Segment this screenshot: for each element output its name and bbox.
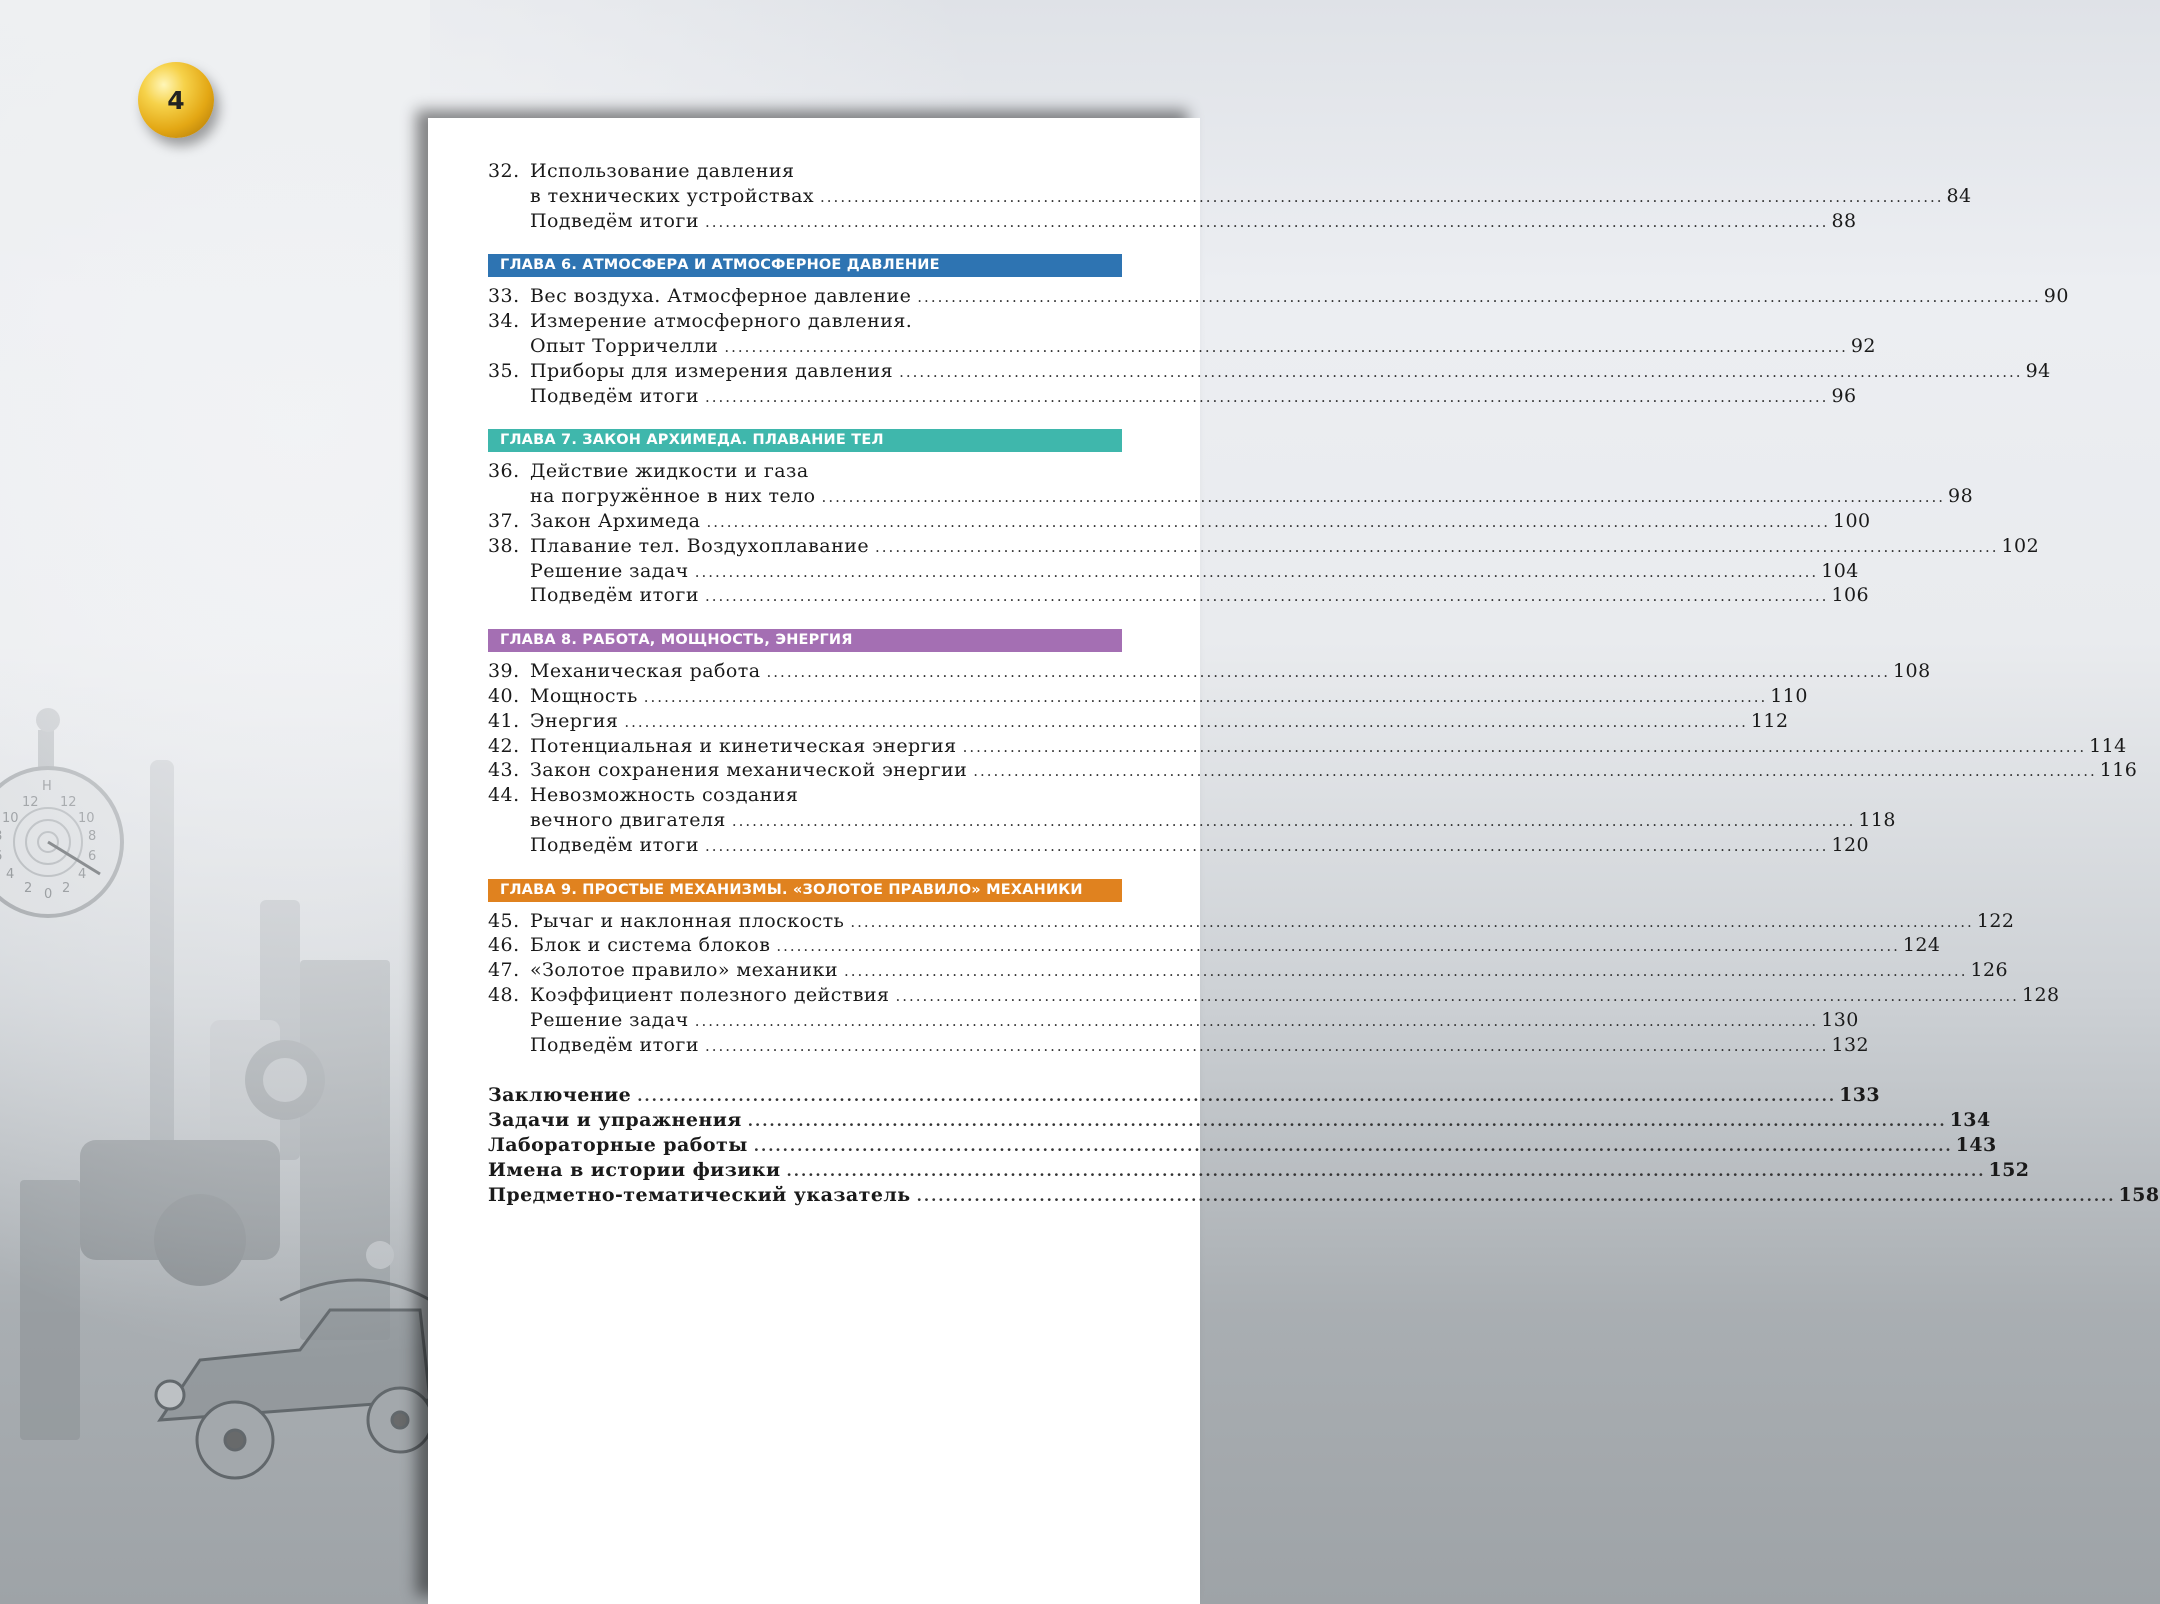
dot-leader <box>963 738 2087 756</box>
entry-title: Использование давления <box>530 160 795 182</box>
entry-page-number: 120 <box>1831 833 1870 856</box>
toc-entry[interactable] <box>488 384 1857 410</box>
dot-leader <box>706 513 1830 531</box>
dot-leader <box>917 1187 2116 1205</box>
entry-title: Плавание тел. Воздухоплавание <box>530 534 870 557</box>
entry-page-number: 124 <box>1902 934 1941 957</box>
dot-leader <box>917 288 2041 306</box>
entry-title: Невозможность создания <box>530 784 799 807</box>
entry-page-number: 84 <box>1946 184 1972 207</box>
dot-leader <box>624 713 1748 731</box>
entry-title: Подведём итоги <box>530 384 699 407</box>
dot-leader <box>705 388 1829 406</box>
toc-entry[interactable] <box>488 184 1972 210</box>
toc-entry[interactable] <box>488 310 1120 335</box>
entry-number: 36. <box>488 460 520 483</box>
entry-title: Подведём итоги <box>530 1033 699 1056</box>
toc-entry[interactable] <box>488 1084 1881 1109</box>
dot-leader <box>705 837 1829 855</box>
entry-title: Измерение атмосферного давления. <box>530 310 913 333</box>
toc-entry[interactable] <box>488 1183 2160 1209</box>
entry-page-number: 98 <box>1948 485 1974 508</box>
dot-leader <box>732 812 1856 830</box>
spacer <box>488 1058 1120 1084</box>
toc-entry[interactable] <box>488 1008 1859 1034</box>
entry-title: Задачи и упражнения <box>488 1109 742 1132</box>
entry-title: Энергия <box>530 709 619 732</box>
entry-title: Предметно-тематический указатель <box>488 1183 911 1206</box>
entry-title: Лабораторные работы <box>488 1133 748 1156</box>
toc-entry[interactable] <box>488 983 2060 1009</box>
entry-number: 39. <box>488 660 520 683</box>
dot-leader <box>850 913 1974 931</box>
entry-page-number: 158 <box>2118 1183 2160 1206</box>
entry-number: 42. <box>488 734 520 757</box>
dot-leader <box>637 1087 1836 1105</box>
entry-page-number: 94 <box>2025 359 2051 382</box>
dot-leader <box>705 587 1829 605</box>
toc-entry[interactable] <box>488 509 1871 535</box>
entry-title: вечного двигателя <box>530 808 726 831</box>
toc-entry[interactable] <box>488 808 1896 834</box>
entry-title: Подведём итоги <box>530 209 699 232</box>
entry-page-number: 88 <box>1831 209 1857 232</box>
entry-page-number: 102 <box>2001 534 2040 557</box>
dot-leader <box>822 488 1946 506</box>
toc-entry[interactable] <box>488 584 1870 609</box>
toc-entry[interactable] <box>488 1133 1997 1159</box>
entry-number: 32. <box>488 160 520 182</box>
toc-entry[interactable] <box>488 485 1974 510</box>
entry-number: 44. <box>488 784 520 807</box>
entry-number: 46. <box>488 934 520 957</box>
entry-page-number: 118 <box>1858 808 1896 831</box>
entry-page-number: 92 <box>1850 334 1876 357</box>
toc-entry[interactable] <box>488 334 1876 360</box>
dot-leader <box>748 1112 1947 1130</box>
entry-number: 33. <box>488 285 520 308</box>
chapter-heading[interactable]: ГЛАВА 6. АТМОСФЕРА И АТМОСФЕРНОЕ ДАВЛЕНИЕ <box>488 254 1122 277</box>
entry-title: Приборы для измерения давления <box>530 359 894 382</box>
table-of-contents <box>488 160 2160 1208</box>
dot-leader <box>705 1037 1829 1055</box>
entry-number: 38. <box>488 534 520 557</box>
entry-title: на погружённое в них тело <box>530 485 816 508</box>
dot-leader <box>695 563 1819 581</box>
toc-entry[interactable] <box>488 909 2015 935</box>
toc-entry[interactable] <box>488 709 1789 735</box>
entry-title: Блок и система блоков <box>530 934 771 957</box>
dot-leader <box>767 663 1891 681</box>
toc-entry[interactable] <box>488 784 1120 809</box>
entry-page-number: 134 <box>1949 1109 1991 1132</box>
chapter-heading[interactable]: ГЛАВА 7. ЗАКОН АРХИМЕДА. ПЛАВАНИЕ ТЕЛ <box>488 429 1122 452</box>
entry-title: Рычаг и наклонная плоскость <box>530 909 845 932</box>
entry-title: Решение задач <box>530 1008 689 1031</box>
entry-page-number: 152 <box>1988 1158 2030 1181</box>
entry-number: 45. <box>488 909 520 932</box>
chapter-heading[interactable]: ГЛАВА 9. ПРОСТЫЕ МЕХАНИЗМЫ. «ЗОЛОТОЕ ПРАВИЛО» МЕХАНИКИ <box>488 879 1122 902</box>
toc-entry[interactable] <box>488 559 1859 585</box>
dot-leader <box>644 688 1768 706</box>
page-number: 4 <box>167 85 185 115</box>
dot-leader <box>776 937 1900 955</box>
entry-page-number: 100 <box>1832 509 1871 532</box>
entry-page-number: 104 <box>1821 559 1859 582</box>
page-number-badge <box>138 62 214 138</box>
toc-entry[interactable] <box>488 534 2040 560</box>
toc-entry[interactable] <box>488 1109 1991 1134</box>
entry-title: Опыт Торричелли <box>530 334 719 357</box>
entry-title: Вес воздуха. Атмосферное давление <box>530 285 912 308</box>
entry-title: Потенциальная и кинетическая энергия <box>530 734 957 757</box>
entry-title: Подведём итоги <box>530 833 699 856</box>
entry-page-number: 143 <box>1955 1133 1997 1156</box>
entry-page-number: 96 <box>1831 384 1857 407</box>
entry-page-number: 90 <box>2043 285 2069 308</box>
entry-title: Подведём итоги <box>530 584 699 607</box>
entry-page-number: 130 <box>1821 1008 1859 1031</box>
entry-number: 34. <box>488 310 520 333</box>
entry-title: Имена в истории физики <box>488 1158 781 1181</box>
toc-entry[interactable] <box>488 209 1857 235</box>
entry-number: 37. <box>488 509 520 532</box>
dot-leader <box>695 1012 1819 1030</box>
dot-leader <box>705 213 1829 231</box>
entry-title: Решение задач <box>530 559 689 582</box>
chapter-heading[interactable]: ГЛАВА 8. РАБОТА, МОЩНОСТЬ, ЭНЕРГИЯ <box>488 629 1122 652</box>
entry-page-number: 126 <box>1970 959 2009 982</box>
toc-entry[interactable] <box>488 759 2138 784</box>
entry-page-number: 108 <box>1893 660 1931 683</box>
entry-number: 48. <box>488 983 520 1006</box>
dot-leader <box>754 1137 1953 1155</box>
entry-number: 40. <box>488 684 520 707</box>
entry-title: Механическая работа <box>530 660 761 683</box>
entry-title: Закон сохранения механической энергии <box>530 759 968 782</box>
toc-entry[interactable] <box>488 1033 1870 1059</box>
toc-entry[interactable] <box>488 833 1870 859</box>
dot-leader <box>844 962 1968 980</box>
entry-page-number: 133 <box>1839 1084 1881 1107</box>
entry-page-number: 128 <box>2021 983 2060 1006</box>
entry-title: Мощность <box>530 684 638 707</box>
toc-entry[interactable] <box>488 160 1120 185</box>
entry-page-number: 132 <box>1831 1033 1870 1056</box>
entry-page-number: 106 <box>1831 584 1870 607</box>
entry-number: 35. <box>488 359 520 382</box>
toc-entry[interactable] <box>488 734 2127 760</box>
toc-entry[interactable] <box>488 684 1808 710</box>
dot-leader <box>820 188 1944 206</box>
entry-number: 43. <box>488 759 520 782</box>
entry-title: Коэффициент полезного действия <box>530 983 890 1006</box>
entry-page-number: 112 <box>1750 709 1789 732</box>
dot-leader <box>787 1162 1986 1180</box>
toc-entry[interactable] <box>488 959 2009 984</box>
entry-number: 47. <box>488 959 520 982</box>
entry-title: в технических устройствах <box>530 184 815 207</box>
entry-page-number: 116 <box>2099 759 2138 782</box>
toc-entry[interactable] <box>488 660 1931 685</box>
dot-leader <box>724 338 1848 356</box>
toc-entry[interactable] <box>488 285 2069 310</box>
entry-title: Заключение <box>488 1084 632 1107</box>
toc-entry[interactable] <box>488 1158 2030 1184</box>
dot-leader <box>973 762 2097 780</box>
entry-number: 41. <box>488 709 520 732</box>
entry-title: Закон Архимеда <box>530 509 701 532</box>
dot-leader <box>899 363 2023 381</box>
entry-page-number: 114 <box>2089 734 2127 757</box>
entry-page-number: 110 <box>1770 684 1808 707</box>
entry-page-number: 122 <box>1976 909 2015 932</box>
toc-entry[interactable] <box>488 934 1941 959</box>
dot-leader <box>875 538 1999 556</box>
dot-leader <box>895 987 2019 1005</box>
entry-title: «Золотое правило» механики <box>530 959 838 982</box>
entry-title: Действие жидкости и газа <box>530 460 809 483</box>
toc-entry[interactable] <box>488 359 2051 385</box>
toc-entry[interactable] <box>488 460 1120 485</box>
